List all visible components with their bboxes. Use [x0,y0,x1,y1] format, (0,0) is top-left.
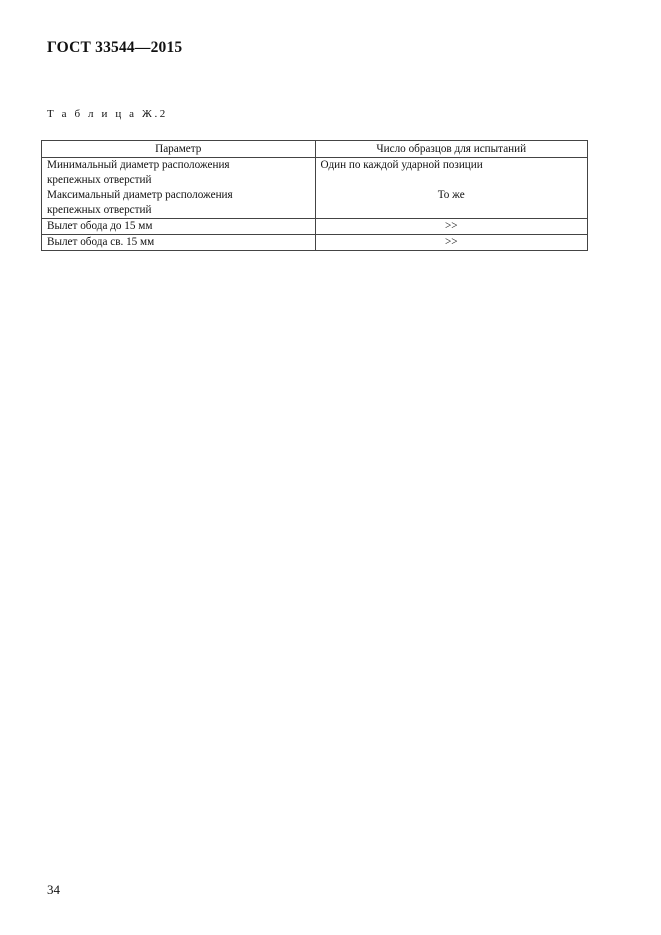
page-number: 34 [47,882,60,897]
table-row [42,158,588,189]
document-header: ГОСТ 33544—2015 [47,39,183,56]
sample-count-text: То же [437,189,465,201]
sample-count-cell: >> [315,219,587,235]
table-row [42,188,588,219]
column-header-sample-count: Число образцов для испытаний [315,141,587,158]
parameter-cell: Вылет обода св. 15 мм [42,235,316,251]
parameter-text-line: крепежных отверстий [47,204,152,216]
parameter-text-line: Максимальный диаметр расположения [47,189,233,201]
parameter-cell: Вылет обода до 15 мм [42,219,316,235]
sample-count-cell: Один по каждой ударной позиции [315,158,587,189]
table-header-row [42,141,588,158]
table-row [42,235,588,251]
table-caption: Т а б л и ц а Ж.2 [47,108,168,120]
sample-count-cell [315,188,587,219]
parameter-cell [42,188,316,219]
specimen-table [41,140,588,251]
parameter-text-line: крепежных отверстий [47,174,152,186]
parameter-cell [42,158,316,189]
column-header-parameter: Параметр [42,141,316,158]
parameter-text-line: Минимальный диаметр расположения [47,159,230,171]
table-row [42,219,588,235]
sample-count-cell: >> [315,235,587,251]
